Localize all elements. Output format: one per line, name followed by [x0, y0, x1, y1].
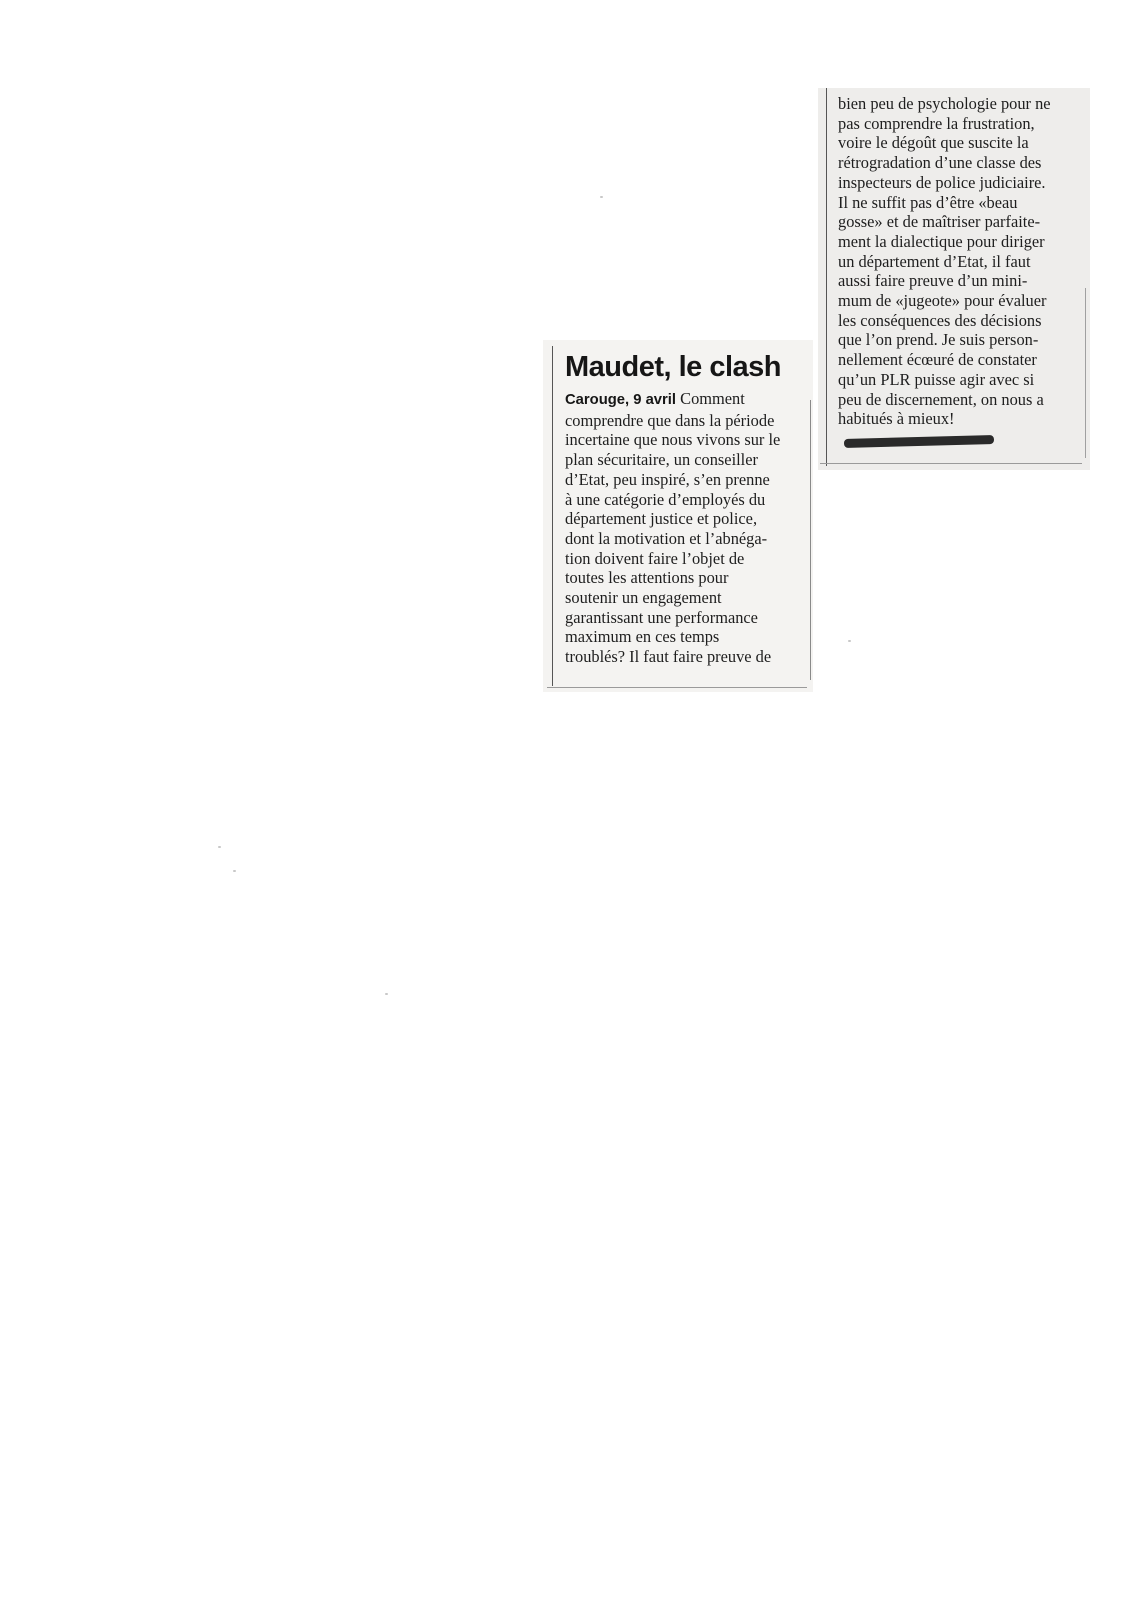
- article-line: tion doivent faire l’objet de: [565, 548, 745, 568]
- article-line: [565, 389, 805, 411]
- article-line: voire le dégoût que suscite la: [838, 133, 1029, 153]
- newspaper-clipping-first-part: [543, 340, 813, 692]
- article-line-text: Comment: [680, 389, 745, 408]
- scan-speck: [600, 196, 603, 198]
- scan-speck: [233, 870, 236, 872]
- article-line: rétrogradation d’une classe des: [838, 153, 1042, 173]
- scan-speck: [218, 846, 221, 848]
- article-line: aussi faire preuve d’un mini-: [838, 271, 1028, 291]
- article-line: les conséquences des décisions: [838, 310, 1042, 330]
- article-line: mum de «jugeote» pour évaluer: [838, 291, 1047, 311]
- article-line: que l’on prend. Je suis person-: [838, 330, 1039, 350]
- newspaper-clipping-second-part: [818, 88, 1090, 470]
- article-line: inspecteurs de police judiciaire.: [838, 172, 1046, 192]
- article-body-part-2: [838, 94, 1082, 429]
- article-line: bien peu de psychologie pour ne: [838, 94, 1051, 113]
- article-line: habitués à mieux!: [838, 409, 955, 429]
- article-line: comprendre que dans la période: [565, 410, 775, 430]
- article-headline: Maudet, le clash: [565, 351, 782, 383]
- article-line: à une catégorie d’employés du: [565, 489, 766, 509]
- article-line: toutes les attentions pour: [565, 568, 729, 588]
- article-body-part-1: [565, 389, 805, 667]
- article-line: soutenir un engagement: [565, 588, 722, 608]
- article-line: peu de discernement, on nous a: [838, 389, 1044, 409]
- column-rule: [1085, 288, 1086, 458]
- article-line: garantissant une performance: [565, 607, 758, 627]
- article-line: Il ne suffit pas d’être «beau: [838, 192, 1018, 212]
- article-line: d’Etat, peu inspiré, s’en prenne: [565, 469, 770, 489]
- redacted-signature: [844, 435, 994, 448]
- article-line: qu’un PLR puisse agir avec si: [838, 369, 1035, 389]
- scan-speck: [385, 993, 388, 995]
- article-line: ment la dialectique pour diriger: [838, 231, 1045, 251]
- article-line: gosse» et de maîtriser parfaite-: [838, 212, 1041, 232]
- article-line: plan sécuritaire, un conseiller: [565, 450, 758, 470]
- column-rule: [810, 400, 811, 680]
- article-line: dont la motivation et l’abnéga-: [565, 528, 768, 548]
- article-line: maximum en ces temps: [565, 627, 720, 647]
- article-dateline: Carouge, 9 avril: [565, 392, 677, 408]
- article-line: incertaine que nous vivons sur le: [565, 430, 781, 450]
- article-line: troublés? Il faut faire preuve de: [565, 647, 772, 667]
- scan-speck: [848, 640, 851, 642]
- article-line: nellement écœuré de constater: [838, 350, 1037, 370]
- article-line: département justice et police,: [565, 509, 758, 529]
- article-line: pas comprendre la frustration,: [838, 113, 1035, 133]
- article-line: un département d’Etat, il faut: [838, 251, 1031, 271]
